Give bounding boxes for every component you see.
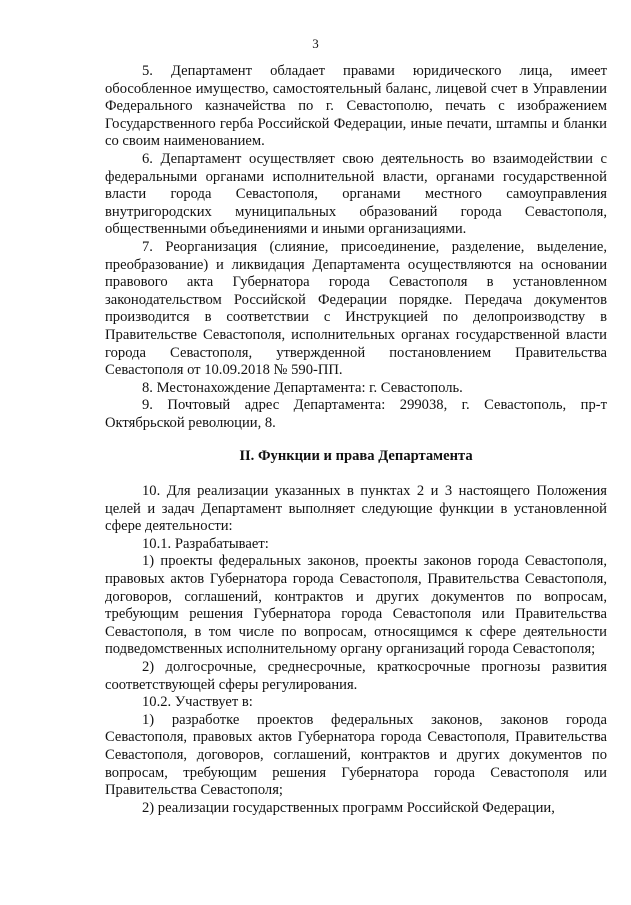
page-number: 3 xyxy=(312,36,319,51)
section-heading: II. Функции и права Департамента xyxy=(239,448,473,465)
paragraph-6: 6. Департамент осуществляет свою деятельность во взаимодействии с федеральными органами исполнительной власти, органами государственной власти города Севастополя, органами местного самоуправления внутригородских муниципальных образований города Севастополя, общественными объединениями и иными организациями. xyxy=(105,150,607,238)
paragraph-10-1: 10.1. Разрабатывает: xyxy=(142,535,269,552)
paragraph-10-1-item-1: 1) проекты федеральных законов, проекты законов города Севастополя, правовых актов Губернатора города Севастополя, Правительства Севастополя, договоров, соглашений, контрактов и других документов по вопросам, требующим решения Губернатора города Севастополя или Правительства Севастополя, в том числе по вопросам, относящимся к сфере деятельности подведомственных исполнительному органу организаций города Севастополя; xyxy=(105,553,607,658)
paragraph-10-2-item-1: 1) разработке проектов федеральных законов, законов города Севастополя, правовых актов Губернатора города Севастополя, Правительства Севастополя, договоров, соглашений, контрактов и других документов по вопросам, требующим решения Губернатора города Севастополя или Правительства Севастополя; xyxy=(105,711,607,799)
paragraph-7: 7. Реорганизация (слияние, присоединение, разделение, выделение, преобразование) и ликвидация Департамента осуществляются на основании правового акта Губернатора города Севастополя в установленном законодательством Российской Федерации порядке. Передача документов производится в соответствии с Инструкцией по делопроизводству в Правительстве Севастополя, исполнительных органах государственной власти города Севастополя, утвержденной постановлением Правительства Севастополя от 10.09.2018 № 590-ПП. xyxy=(105,238,607,379)
paragraph-10-2: 10.2. Участвует в: xyxy=(142,694,253,711)
paragraph-10-2-item-2: 2) реализации государственных программ Российской Федерации, xyxy=(142,799,555,816)
paragraph-8: 8. Местонахождение Департамента: г. Севастополь. xyxy=(142,379,463,396)
paragraph-10-1-item-2: 2) долгосрочные, среднесрочные, краткосрочные прогнозы развития соответствующей сферы регулирования. xyxy=(105,659,607,693)
paragraph-9: 9. Почтовый адрес Департамента: 299038, г. Севастополь, пр-т Октябрьской революции, 8. xyxy=(105,397,607,431)
paragraph-10: 10. Для реализации указанных в пунктах 2 и 3 настоящего Положения целей и задач Департамент выполняет следующие функции в установленной сфере деятельности: xyxy=(105,483,607,535)
document-body xyxy=(105,63,607,817)
paragraph-5: 5. Департамент обладает правами юридического лица, имеет обособленное имущество, самостоятельный баланс, лицевой счет в Управлении Федерального казначейства по г. Севастополю, печать с изображением Государственного герба Российской Федерации, иные печати, штампы и бланки со своим наименованием. xyxy=(105,63,607,150)
